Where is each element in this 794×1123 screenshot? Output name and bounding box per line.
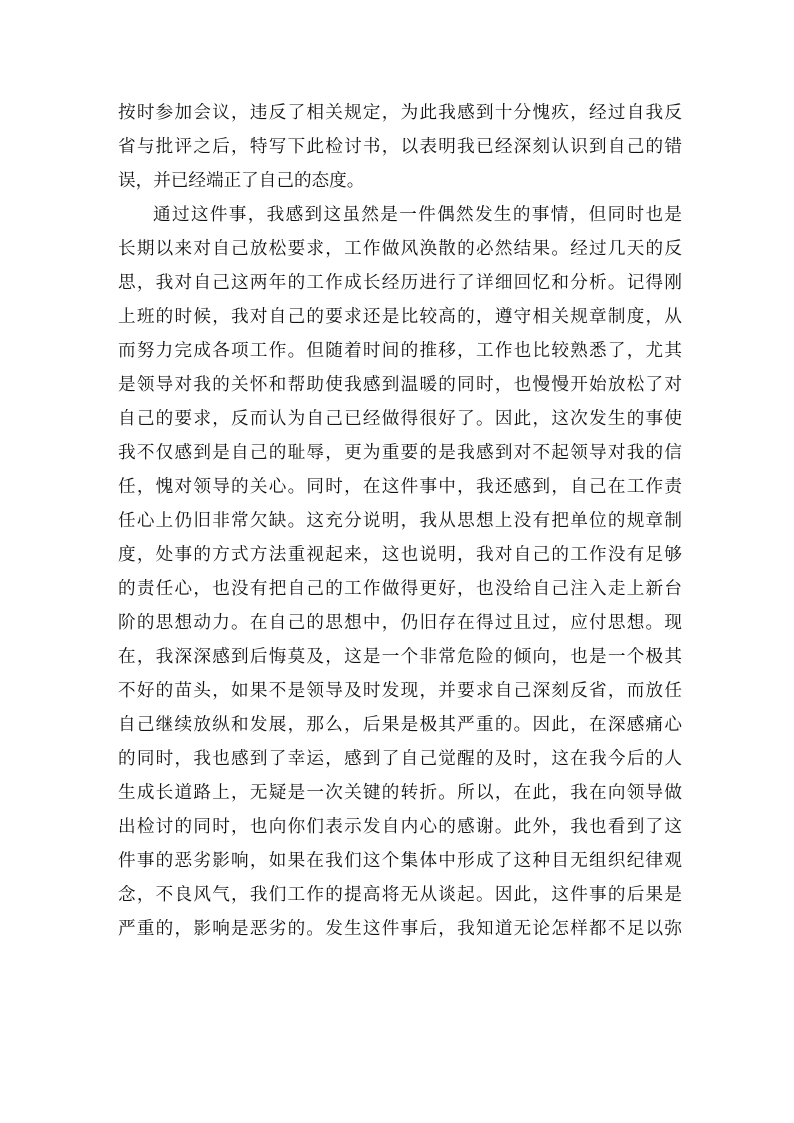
paragraph-line: 出检讨的同时，也向你们表示发自内心的感谢。此外，我也看到了这 [118,817,682,837]
paragraph-line: 而努力完成各项工作。但随着时间的推移，工作也比较熟悉了，尤其 [118,341,682,361]
paragraph-line: 度，处事的方式方法重视起来，这也说明，我对自己的工作没有足够 [118,545,682,565]
paragraph-line: 的责任心，也没有把自己的工作做得更好，也没给自己注入走上新台 [118,579,682,599]
paragraph-line: 念，不良风气，我们工作的提高将无从谈起。因此，这件事的后果是 [118,885,682,905]
paragraph-line: 按时参加会议，违反了相关规定，为此我感到十分愧疚，经过自我反 [118,103,682,123]
paragraph-line: 不好的苗头，如果不是领导及时发现，并要求自己深刻反省，而放任 [118,681,682,701]
paragraph-line: 省与批评之后，特写下此检讨书，以表明我已经深刻认识到自己的错 [118,137,682,157]
paragraph-line: 阶的思想动力。在自己的思想中，仍旧存在得过且过，应付思想。现 [118,613,682,633]
paragraph-line: 是领导对我的关怀和帮助使我感到温暖的同时，也慢慢开始放松了对 [118,375,682,395]
paragraph-line: 任心上仍旧非常欠缺。这充分说明，我从思想上没有把单位的规章制 [118,511,682,531]
paragraph-line: 任，愧对领导的关心。同时，在这件事中，我还感到，自己在工作责 [118,477,682,497]
paragraph-line: 长期以来对自己放松要求，工作做风涣散的必然结果。经过几天的反 [118,239,682,259]
paragraph-line: 自己继续放纵和发展，那么，后果是极其严重的。因此，在深感痛心 [118,715,682,735]
paragraph-line: 我不仅感到是自己的耻辱，更为重要的是我感到对不起领导对我的信 [118,443,682,463]
paragraph-line: 件事的恶劣影响，如果在我们这个集体中形成了这种目无组织纪律观 [118,851,682,871]
paragraph-line: 思，我对自己这两年的工作成长经历进行了详细回忆和分析。记得刚 [118,273,682,293]
paragraph-line: 通过这件事，我感到这虽然是一件偶然发生的事情，但同时也是 [153,205,682,225]
paragraph-line: 严重的，影响是恶劣的。发生这件事后，我知道无论怎样都不足以弥 [118,919,682,939]
paragraph-line: 误，并已经端正了自己的态度。 [118,171,365,191]
paragraph-line: 上班的时候，我对自己的要求还是比较高的，遵守相关规章制度，从 [118,307,682,327]
paragraph-line: 自己的要求，反而认为自己已经做得很好了。因此，这次发生的事使 [118,409,682,429]
paragraph-line: 生成长道路上，无疑是一次关键的转折。所以，在此，我在向领导做 [118,783,682,803]
paragraph-line: 在，我深深感到后悔莫及，这是一个非常危险的倾向，也是一个极其 [118,647,682,667]
document-body [118,96,682,946]
paragraph-line: 的同时，我也感到了幸运，感到了自己觉醒的及时，这在我今后的人 [118,749,682,769]
